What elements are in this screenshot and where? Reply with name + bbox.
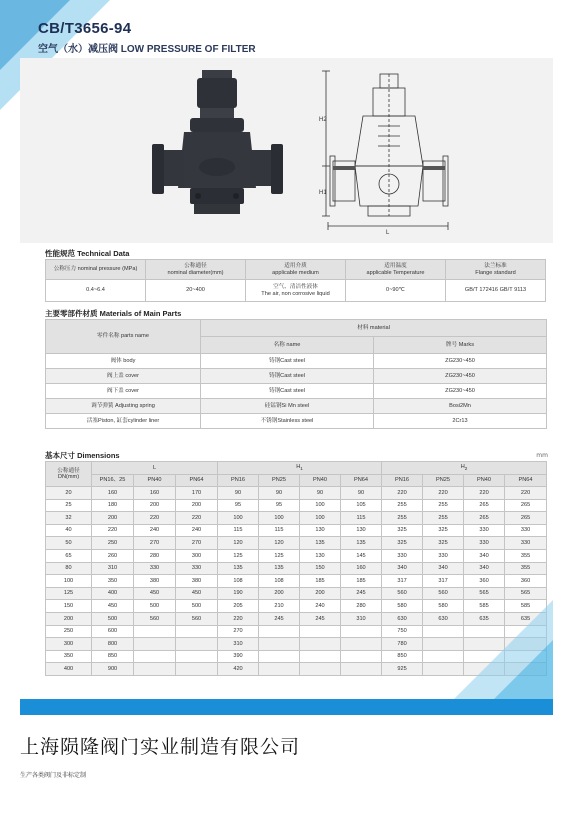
dimension-cell: 95 [218,499,259,512]
dimension-cell: 200 [300,587,341,600]
dimension-cell: 400 [46,663,92,676]
dimension-cell: 115 [259,524,300,537]
dimension-cell [134,638,176,651]
dimension-cell: 120 [218,537,259,550]
material-cell-part: 调节弹簧 Adjusting spring [46,399,201,414]
dimension-cell [300,625,341,638]
sub-header: PN40 [464,474,505,487]
material-cell-part: 活塞Piston, 缸套cylinder liner [46,414,201,429]
dimension-cell: 340 [464,549,505,562]
material-cell-name: 硅锰钢Si Mn steel [201,399,374,414]
footer-note: 生产各类阀门及非标定制 [20,772,87,779]
sub-header: PN16 [382,474,423,487]
dimension-cell: 220 [176,512,218,525]
dimension-cell: 350 [92,575,134,588]
dimension-cell: 325 [423,537,464,550]
dimension-cell [341,638,382,651]
dimension-cell: 265 [505,512,547,525]
dimension-cell: 750 [382,625,423,638]
dimensions-header-h2: $H_2$ [382,462,547,475]
materials-heading: 主要零部件材质 Materials of Main Parts [45,309,182,318]
dimension-cell: 240 [176,524,218,537]
table-row [46,487,547,500]
dimension-cell: 245 [341,587,382,600]
dimension-cell: 330 [464,537,505,550]
dimension-cell [176,638,218,651]
table-row [46,562,547,575]
dimension-cell: 20 [46,487,92,500]
dimension-cell: 585 [505,600,547,613]
dimension-cell: 265 [505,499,547,512]
table-row [46,549,547,562]
dimension-cell: 565 [464,587,505,600]
dimension-cell: 300 [176,549,218,562]
dimension-cell: 355 [505,549,547,562]
dimension-cell: 317 [423,575,464,588]
dimension-cell: 220 [218,612,259,625]
materials-header-marks: 牌号 Marks [374,337,547,354]
sub-header: PN40 [300,474,341,487]
tech-cell-flange: GB/T 172416 GB/T 9113 [446,280,546,302]
dimension-cell: 380 [134,575,176,588]
material-cell-part: 阀体 body [46,354,201,369]
dimension-cell: 145 [341,549,382,562]
dimension-cell: 630 [423,612,464,625]
document-subtitle: 空气（水）减压阀 LOW PRESSURE OF FILTER [38,44,256,55]
dimension-cell [176,650,218,663]
dimension-cell: 450 [92,600,134,613]
dimension-cell [259,650,300,663]
valve-photo [150,70,285,230]
dimension-label-l: L [386,230,390,236]
dimension-cell: 450 [134,587,176,600]
dimension-cell: 135 [218,562,259,575]
dimension-cell [341,663,382,676]
dimension-cell: 170 [176,487,218,500]
dimension-cell: 100 [259,512,300,525]
dimension-cell: 325 [382,524,423,537]
dimension-cell: 65 [46,549,92,562]
dimension-cell [300,650,341,663]
dimension-cell [134,650,176,663]
technical-data-table [45,259,546,302]
dimension-cell: 160 [92,487,134,500]
dimensions-heading: 基本尺寸 Dimensions [45,451,120,460]
dimension-cell: 500 [134,600,176,613]
dimension-cell: 565 [505,587,547,600]
dimension-cell: 130 [341,524,382,537]
dimension-cell: 185 [341,575,382,588]
dimension-label-h1: H1 [319,190,327,196]
dimension-cell: 380 [176,575,218,588]
dimension-cell: 255 [382,512,423,525]
table-row [46,280,546,302]
tech-cell-diameter: 20~400 [146,280,246,302]
dimension-cell: 90 [218,487,259,500]
tech-header-flange: 法兰标准 Flange standard [446,260,546,280]
dimension-cell: 635 [464,612,505,625]
tech-cell-medium: 空气、清洁性液体 The air, non corrosive liquid [246,280,346,302]
dimension-cell: 360 [505,575,547,588]
dimension-cell: 185 [300,575,341,588]
dimension-cell: 330 [382,549,423,562]
dimension-cell: 280 [134,549,176,562]
dimension-cell: 390 [218,650,259,663]
dimension-cell: 90 [300,487,341,500]
dimension-cell: 300 [46,638,92,651]
dimension-cell: 220 [92,524,134,537]
material-cell-name: 铸钢Cast steel [201,354,374,369]
dimension-cell: 245 [259,612,300,625]
dimension-cell: 115 [218,524,259,537]
sub-header: PN25 [259,474,300,487]
dimension-cell: 200 [134,499,176,512]
dimension-cell: 330 [134,562,176,575]
dimension-cell: 100 [46,575,92,588]
dimension-cell: 245 [300,612,341,625]
table-row [46,369,547,384]
materials-header-name: 名称 name [201,337,374,354]
dimension-cell: 95 [259,499,300,512]
table-row [46,587,547,600]
document-title: CB/T3656-94 [38,20,132,37]
dimension-cell: 580 [382,600,423,613]
tech-header-medium: 适用介质 applicable medium [246,260,346,280]
dimension-cell: 310 [92,562,134,575]
dimension-cell: 200 [176,499,218,512]
material-cell-name: 不锈钢Stainless steel [201,414,374,429]
dimension-cell: 330 [505,524,547,537]
dimension-cell: 220 [423,487,464,500]
dimension-cell [259,625,300,638]
tech-cell-pressure: 0.4~6.4 [46,280,146,302]
dimension-cell: 150 [300,562,341,575]
dimension-label-h2: H2 [319,117,327,123]
dimension-cell [176,663,218,676]
table-row [46,354,547,369]
materials-header-parts: 零件名称 parts name [46,320,201,354]
material-cell-marks: ZG230~450 [374,369,547,384]
dimension-cell: 310 [218,638,259,651]
material-cell-name: 铸钢Cast steel [201,369,374,384]
table-row [46,384,547,399]
dimension-cell: 160 [341,562,382,575]
dimension-cell: 585 [464,600,505,613]
dimension-cell: 130 [300,549,341,562]
dimension-cell: 120 [259,537,300,550]
material-cell-name: 铸钢Cast steel [201,384,374,399]
sub-header: PN64 [176,474,218,487]
dimension-cell: 220 [464,487,505,500]
dimension-cell: 125 [46,587,92,600]
dimension-cell: 500 [92,612,134,625]
dimension-cell: 340 [423,562,464,575]
materials-header-material: 材料 material [201,320,547,337]
tech-header-diameter: 公称通径 nominal diameter(mm) [146,260,246,280]
dimensions-header-dn: 公称通径 DN(mm) [46,462,92,487]
dimension-cell: 25 [46,499,92,512]
dimension-cell: 200 [46,612,92,625]
dimension-cell: 255 [382,499,423,512]
dimension-cell: 560 [176,612,218,625]
tech-cell-temperature: 0~90℃ [346,280,446,302]
dimension-cell: 220 [505,487,547,500]
dimension-cell [300,638,341,651]
dimension-cell: 780 [382,638,423,651]
dimension-cell: 420 [218,663,259,676]
dimension-cell: 280 [341,600,382,613]
dimension-cell: 500 [176,600,218,613]
dimension-cell: 360 [464,575,505,588]
dimension-cell: 270 [176,537,218,550]
dimension-cell [341,650,382,663]
dimension-cell: 330 [176,562,218,575]
dimension-cell: 250 [92,537,134,550]
dimension-cell: 560 [382,587,423,600]
materials-table [45,319,547,429]
dimension-cell: 800 [92,638,134,651]
dimension-cell: 350 [46,650,92,663]
dimension-cell: 330 [505,537,547,550]
dimension-cell: 255 [423,512,464,525]
dimension-cell: 250 [46,625,92,638]
dimension-cell: 220 [134,512,176,525]
dimension-cell: 180 [92,499,134,512]
dimension-cell: 135 [341,537,382,550]
dimension-cell: 32 [46,512,92,525]
dimension-cell: 90 [259,487,300,500]
dimensions-unit: mm [536,452,548,459]
sub-header: PN64 [341,474,382,487]
dimension-cell: 135 [300,537,341,550]
dimension-cell: 90 [341,487,382,500]
dimension-cell: 125 [218,549,259,562]
table-row [46,575,547,588]
company-name: 上海陨隆阀门实业制造有限公司 [20,736,301,758]
dimension-cell: 330 [464,524,505,537]
sub-header: PN16 [218,474,259,487]
dimension-cell: 100 [300,499,341,512]
dimensions-header-h1: $H_1$ [218,462,382,475]
material-cell-part: 阀下盖 cover [46,384,201,399]
sub-header: PN40 [134,474,176,487]
dimension-cell: 190 [218,587,259,600]
dimension-cell: 330 [423,549,464,562]
table-row [46,414,547,429]
dimension-cell: 450 [176,587,218,600]
dimension-cell: 850 [92,650,134,663]
material-cell-marks: ZG230~450 [374,354,547,369]
dimension-cell [259,638,300,651]
dimension-cell: 325 [423,524,464,537]
dimension-cell [259,663,300,676]
dimension-cell: 600 [92,625,134,638]
dimension-cell [134,625,176,638]
dimension-cell: 925 [382,663,423,676]
product-image-band [20,58,553,243]
dimension-cell: 317 [382,575,423,588]
dimension-cell: 400 [92,587,134,600]
dimension-cell [341,625,382,638]
tech-header-temperature: 适用温度 applicable Temperature [346,260,446,280]
dimension-cell: 580 [423,600,464,613]
dimension-cell: 130 [300,524,341,537]
dimension-cell: 265 [464,512,505,525]
dimension-cell: 850 [382,650,423,663]
dimension-cell: 340 [464,562,505,575]
sub-header: PN16、25 [92,474,134,487]
dimension-cell: 210 [259,600,300,613]
valve-section-drawing [318,66,458,236]
dimension-cell: 355 [505,562,547,575]
table-row [46,499,547,512]
dimension-cell: 340 [382,562,423,575]
dimension-cell: 200 [259,587,300,600]
sub-header: PN64 [505,474,547,487]
dimension-cell: 50 [46,537,92,550]
dimension-cell: 135 [259,562,300,575]
table-row [46,399,547,414]
material-cell-part: 阀上盖 cover [46,369,201,384]
dimension-cell: 150 [46,600,92,613]
dimensions-header-l: L [92,462,218,475]
dimension-cell: 108 [218,575,259,588]
dimension-cell: 100 [218,512,259,525]
dimension-cell: 900 [92,663,134,676]
material-cell-marks: 2Cr13 [374,414,547,429]
dimension-cell: 310 [341,612,382,625]
table-row [46,537,547,550]
dimension-cell: 325 [382,537,423,550]
dimension-cell: 260 [92,549,134,562]
accent-bar [20,699,553,715]
technical-data-heading: 性能规范 Technical Data [45,249,130,258]
dimension-cell: 80 [46,562,92,575]
table-row [46,512,547,525]
dimension-cell: 205 [218,600,259,613]
dimension-cell: 240 [134,524,176,537]
dimension-cell: 265 [464,499,505,512]
dimension-cell: 105 [341,499,382,512]
dimension-cell: 200 [92,512,134,525]
dimension-cell: 100 [300,512,341,525]
material-cell-marks: Bosi2Mn [374,399,547,414]
dimension-cell: 125 [259,549,300,562]
dimension-cell [134,663,176,676]
dimension-cell: 108 [259,575,300,588]
dimension-cell: 560 [134,612,176,625]
dimension-cell: 40 [46,524,92,537]
dimension-cell: 270 [134,537,176,550]
tech-header-pressure: 公称压力 nominal pressure (MPa) [46,260,146,280]
dimension-cell [176,625,218,638]
dimension-cell: 160 [134,487,176,500]
table-row [46,524,547,537]
dimension-cell: 630 [382,612,423,625]
dimension-cell: 240 [300,600,341,613]
dimension-cell: 560 [423,587,464,600]
dimension-cell: 635 [505,612,547,625]
sub-header: PN25 [423,474,464,487]
dimension-cell: 115 [341,512,382,525]
dimension-cell: 270 [218,625,259,638]
dimension-cell: 255 [423,499,464,512]
dimension-cell [300,663,341,676]
material-cell-marks: ZG230~450 [374,384,547,399]
dimension-cell: 220 [382,487,423,500]
